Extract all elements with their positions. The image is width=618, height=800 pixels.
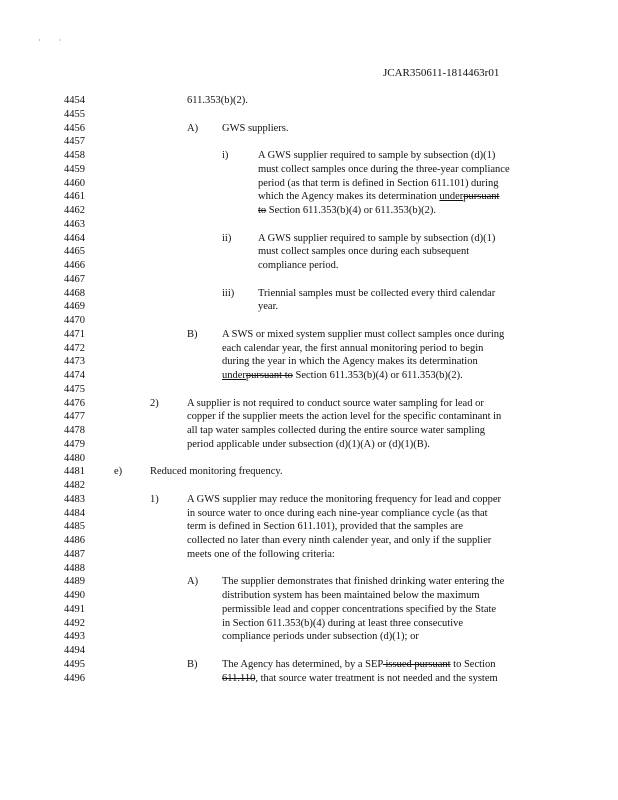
line-number: 4488 <box>64 562 85 574</box>
text-line <box>222 673 498 685</box>
text-line <box>187 425 485 437</box>
line-number: 4478 <box>64 425 85 436</box>
text-segment: A GWS supplier required to sample by subsection (d)(1) <box>258 232 496 244</box>
text-segment: which the Agency makes its determination <box>258 191 440 203</box>
text-line <box>187 508 488 520</box>
line-number: 4490 <box>64 590 85 601</box>
text-line <box>222 659 495 671</box>
text-line <box>222 618 463 630</box>
text-segment: A supplier is not required to conduct source water sampling for lead or <box>187 397 484 409</box>
text-segment: all tap water samples collected during the entire source water sampling <box>187 425 485 436</box>
text-segment: , that source water treatment is not needed and the system <box>255 672 498 684</box>
text-segment: to Section <box>450 658 496 670</box>
line-number: 4474 <box>64 370 85 381</box>
line-number: 4466 <box>64 260 85 271</box>
line-number: 4459 <box>64 163 85 175</box>
text-line <box>222 356 478 368</box>
line-number: 4481 <box>64 466 85 478</box>
line-number: 4486 <box>64 535 85 546</box>
text-line <box>150 398 159 410</box>
text-segment: collected no later than every ninth calender year, and only if the supplier <box>187 535 492 546</box>
text-line <box>114 466 122 478</box>
line-number: 4463 <box>64 218 85 230</box>
text-line <box>187 123 198 135</box>
text-segment: during the year in which the Agency makes its determination <box>222 356 478 368</box>
text-line <box>187 535 491 547</box>
line-number: 4496 <box>64 672 85 684</box>
line-number: 4485 <box>64 521 85 533</box>
line-number: 4476 <box>64 397 85 409</box>
text-line <box>258 246 469 258</box>
line-number: 4462 <box>64 205 85 216</box>
text-segment: A) <box>187 122 199 134</box>
text-segment: Reduced monitoring frequency. <box>150 466 283 478</box>
text-segment: GWS suppliers. <box>222 122 289 134</box>
line-number: 4475 <box>64 383 85 395</box>
text-line <box>222 370 463 382</box>
text-line <box>222 329 504 341</box>
line-number: 4461 <box>64 191 85 203</box>
line-number: 4491 <box>64 603 85 615</box>
text-segment: Section 611.353(b)(4) or 611.353(b)(2). <box>266 205 436 216</box>
line-number: 4464 <box>64 232 85 244</box>
struck-text: pursuant <box>245 370 283 381</box>
line-number: 4479 <box>64 438 85 450</box>
line-number: 4495 <box>64 658 85 670</box>
line-number: 4456 <box>64 122 85 134</box>
line-number: 4480 <box>64 452 85 464</box>
line-number: 4489 <box>64 576 85 588</box>
text-line <box>187 576 198 588</box>
document-id-header: JCAR350611-1814463r01 <box>383 67 500 79</box>
line-number: 4470 <box>64 315 85 326</box>
text-line <box>187 95 248 107</box>
line-number: 4484 <box>64 507 85 519</box>
text-line <box>222 150 228 162</box>
text-segment: copper if the supplier meets the action level for the specific contaminant in <box>187 411 502 423</box>
text-line <box>258 260 338 272</box>
text-segment: permissible lead and copper concentrations specified by the State <box>222 603 497 615</box>
text-line <box>258 301 278 313</box>
text-segment: A GWS supplier required to sample by subsection (d)(1) <box>258 150 496 161</box>
text-segment: A) <box>187 576 199 588</box>
text-segment: 1) <box>150 493 159 505</box>
struck-text: pursuant <box>463 191 500 203</box>
text-segment: ii) <box>222 232 232 244</box>
text-segment: 2) <box>150 397 159 409</box>
text-segment: must collect samples once during each subsequent <box>258 246 470 258</box>
line-number: 4455 <box>64 108 85 120</box>
text-segment: period applicable under subsection (d)(1)(A) or (d)(1)(B). <box>187 438 430 450</box>
text-segment: must collect samples once during the three-year compliance <box>258 163 510 175</box>
line-number: 4467 <box>64 273 85 285</box>
text-line <box>187 398 484 410</box>
struck-text: to <box>258 205 267 216</box>
text-line <box>222 604 496 616</box>
text-segment: term is defined in Section 611.101), provided that the samples are <box>187 521 464 533</box>
struck-text: to <box>282 370 293 381</box>
line-number: 4473 <box>64 356 85 368</box>
text-line <box>258 205 436 217</box>
text-line <box>150 494 159 506</box>
text-segment: B) <box>187 328 198 340</box>
inserted-text: under <box>222 370 246 381</box>
scan-marks: · · <box>38 36 62 45</box>
inserted-text: under <box>439 191 464 203</box>
text-segment: period (as that term is defined in Section 611.101) during <box>258 177 499 189</box>
text-segment: A SWS or mixed system supplier must collect samples once during <box>222 328 505 340</box>
text-segment: in Section 611.353(b)(4) during at least three consecutive <box>222 617 464 629</box>
text-line <box>222 123 289 135</box>
line-number: 4471 <box>64 328 85 340</box>
line-number: 4469 <box>64 301 85 313</box>
struck-text: 611.110 <box>222 672 256 684</box>
line-number: 4460 <box>64 177 85 189</box>
line-number: 4457 <box>64 136 85 148</box>
text-segment: i) <box>222 150 229 161</box>
text-line <box>187 521 463 533</box>
text-line <box>222 576 504 588</box>
line-number: 4454 <box>64 95 85 106</box>
text-segment: e) <box>114 466 123 478</box>
text-segment: each calendar year, the first annual monitoring period to begin <box>222 342 484 354</box>
line-number: 4492 <box>64 617 85 629</box>
text-line <box>187 439 430 451</box>
text-segment: Triennial samples must be collected every third calendar <box>258 287 496 299</box>
line-number: 4494 <box>64 645 85 656</box>
text-line <box>222 233 231 245</box>
text-segment: Section 611.353(b)(4) or 611.353(b)(2). <box>292 370 463 381</box>
text-line <box>187 411 501 423</box>
text-line <box>258 288 495 300</box>
text-line <box>187 659 198 671</box>
text-line <box>258 150 495 162</box>
text-line <box>222 288 234 300</box>
text-segment: B) <box>187 658 198 670</box>
text-segment: iii) <box>222 287 235 299</box>
line-number: 4482 <box>64 480 85 491</box>
text-segment: 611.353(b)(2). <box>187 95 248 106</box>
line-number: 4487 <box>64 548 85 560</box>
text-segment: year. <box>258 301 279 313</box>
text-line <box>258 233 495 245</box>
text-segment: compliance period. <box>258 260 339 271</box>
line-number: 4458 <box>64 150 85 161</box>
text-segment: The supplier demonstrates that finished drinking water entering the <box>222 576 505 588</box>
line-number: 4477 <box>64 411 85 423</box>
text-segment: compliance periods under subsection (d)(1); or <box>222 631 419 643</box>
text-segment: meets one of the following criteria: <box>187 548 335 560</box>
text-line <box>222 343 483 355</box>
struck-text: issued pursuant <box>382 658 451 670</box>
text-segment: distribution system has been maintained below the maximum <box>222 590 480 601</box>
line-number: 4483 <box>64 493 85 505</box>
text-segment: The Agency has determined, by a SEP <box>222 658 383 670</box>
line-number: 4493 <box>64 631 85 643</box>
text-line <box>258 178 498 190</box>
text-line <box>187 494 501 506</box>
text-segment: in source water to once during each nine-year compliance cycle (as that <box>187 507 488 519</box>
text-line <box>187 549 335 561</box>
text-line <box>222 631 419 643</box>
text-line <box>187 329 198 341</box>
line-number: 4472 <box>64 342 85 354</box>
text-line <box>258 164 510 176</box>
text-line <box>150 466 283 478</box>
text-segment: A GWS supplier may reduce the monitoring frequency for lead and copper <box>187 493 502 505</box>
line-number: 4465 <box>64 246 85 258</box>
text-line <box>222 590 480 602</box>
text-line <box>258 191 499 203</box>
line-number: 4468 <box>64 287 85 299</box>
